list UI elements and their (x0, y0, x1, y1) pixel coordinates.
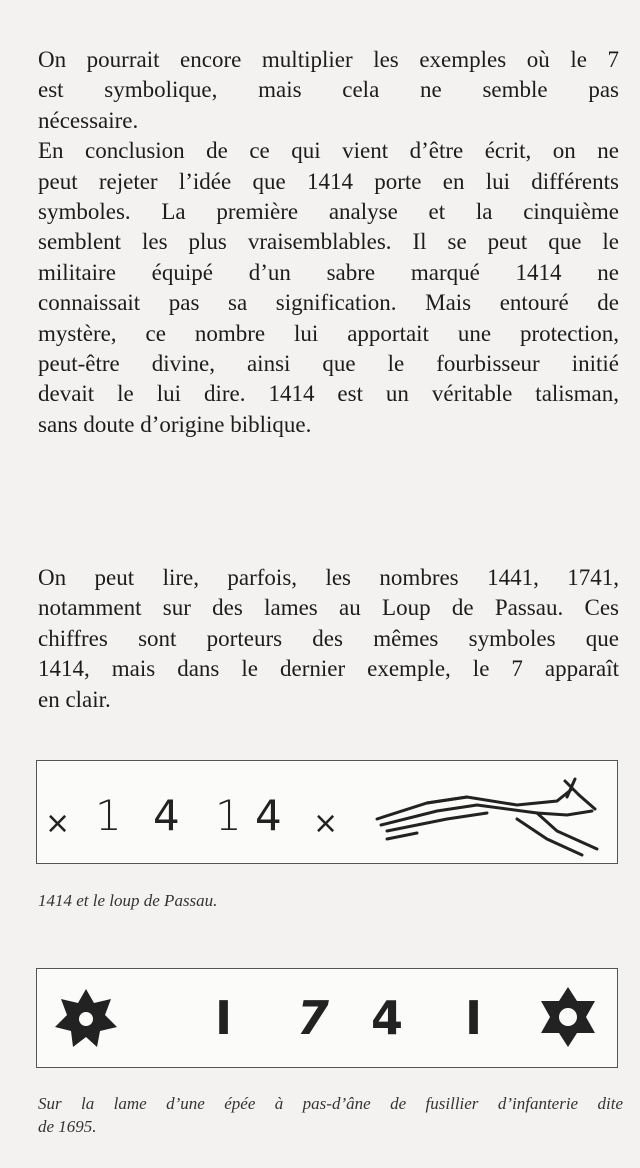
text-line: devait le lui dire. 1414 est un véritable talisman, (38, 381, 619, 407)
text-line: symboles. La première analyse et la cinquième (38, 199, 619, 225)
inscription-digit: I (465, 991, 483, 1045)
inscription-digit: 4 (153, 791, 180, 840)
text-line: 1414, mais dans le dernier exemple, le 7 apparaît (38, 656, 619, 682)
text-line: chiffres sont porteurs des mêmes symboles que (38, 625, 619, 651)
figure-1-caption: 1414 et le loup de Passau. (38, 891, 218, 910)
text-line: On peut lire, parfois, les nombres 1441, 1741, (38, 565, 619, 590)
inscription-digit: 1 (215, 791, 242, 840)
text-line: semblent les plus vraisemblables. Il se peut que le (38, 229, 619, 255)
text-line: notamment sur des lames au Loup de Passau. Ces (38, 595, 619, 621)
text-line: est symbolique, mais cela ne semble pas (38, 77, 619, 103)
figure-1414-wolf (36, 760, 618, 864)
text-line: nécessaire. (38, 107, 139, 133)
text-line: On pourrait encore multiplier les exemples où le 7 (38, 47, 619, 72)
text-line: connaissait pas sa signification. Mais entouré de (38, 290, 619, 316)
inscription-digit: 4 (255, 791, 282, 840)
cross-mark: × (313, 806, 339, 841)
cross-mark: × (45, 806, 71, 841)
caption-line: Sur la lame d’une épée à pas-d’âne de fusillier d’infanterie dite (38, 1094, 623, 1113)
text-line: en clair. (38, 686, 111, 712)
paragraph-conclusion (38, 45, 619, 440)
star-icon (535, 985, 601, 1049)
passau-wolf-icon (367, 767, 612, 862)
paragraph-numbers (38, 563, 619, 715)
inscription-digit: 1 (95, 791, 122, 840)
text-line: En conclusion de ce qui vient d’être écrit, on ne (38, 138, 619, 164)
text-line: mystère, ce nombre lui apportait une protection, (38, 320, 619, 346)
figure-2-caption (38, 1092, 623, 1138)
star-icon (53, 987, 119, 1049)
inscription-digit: 7 (297, 991, 330, 1045)
inscription-digit: I (215, 991, 233, 1045)
text-line: peut rejeter l’idée que 1414 porte en lui différents (38, 168, 619, 194)
text-line: sans doute d’origine biblique. (38, 411, 312, 437)
figure-1741-stars (36, 968, 618, 1068)
caption-line: de 1695. (38, 1117, 97, 1136)
inscription-digit: 4 (371, 991, 404, 1045)
text-line: militaire équipé d’un sabre marqué 1414 ne (38, 259, 619, 285)
text-line: peut-être divine, ainsi que le fourbisseur initié (38, 351, 619, 377)
